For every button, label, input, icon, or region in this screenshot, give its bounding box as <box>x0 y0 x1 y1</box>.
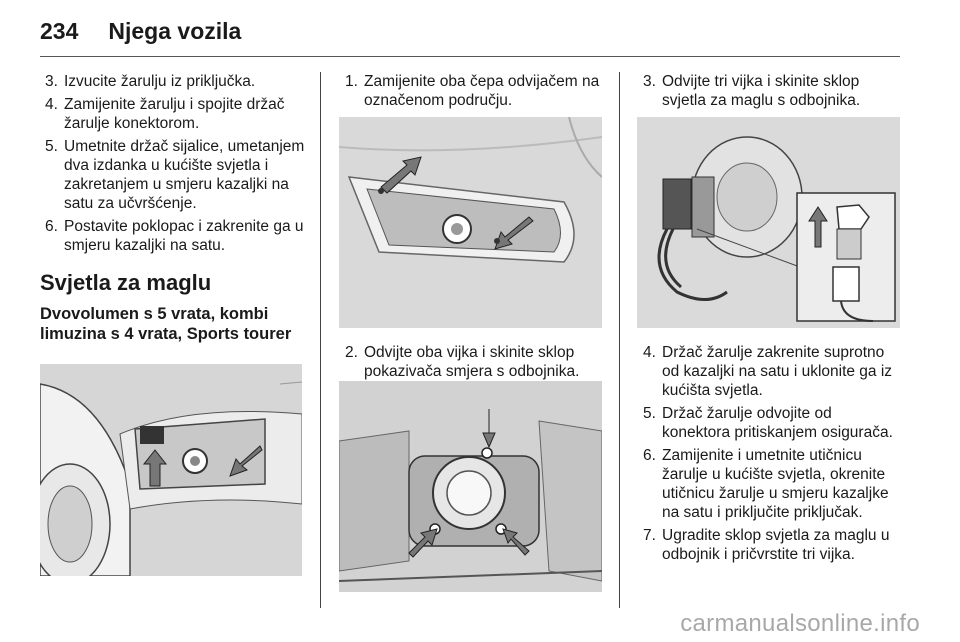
step-item <box>340 72 605 110</box>
step-text: Postavite poklopac i zakrenite ga u smjeru kazaljki na satu. <box>64 218 304 254</box>
page-header <box>40 14 241 48</box>
step-item <box>40 72 308 91</box>
section-title: Svjetla za maglu <box>40 270 212 295</box>
step-text: Zamijenite oba čepa odvijačem na označenom području. <box>364 73 600 109</box>
column-divider-2 <box>619 72 620 608</box>
step-item <box>638 526 903 564</box>
page-number: 234 <box>40 17 79 44</box>
step-number: 6. <box>45 218 58 235</box>
fog-light-caps-illustration <box>339 117 602 328</box>
figure-fog-light-bumper <box>40 364 302 576</box>
fog-light-bumper-illustration <box>40 364 302 576</box>
step-number: 7. <box>643 527 656 544</box>
figure-fog-light-caps <box>339 117 602 328</box>
step-text: Umetnite držač sijalice, umetanjem dva izdanka u kućište svjetla i zakretanjem u smjeru kazaljki na satu za učvršćenje. <box>64 138 305 212</box>
step-text: Držač žarulje odvojite od konektora pritiskanjem osigurača. <box>662 405 893 441</box>
step-item <box>40 217 308 255</box>
step-number: 5. <box>45 138 58 155</box>
column-1 <box>40 72 308 362</box>
step-number: 2. <box>345 344 358 361</box>
step-number: 3. <box>45 73 58 90</box>
step-number: 4. <box>45 96 58 113</box>
step-text: Zamijenite žarulju i spojite držač žarulje konektorom. <box>64 96 285 132</box>
step-item <box>40 95 308 133</box>
fog-light-screws-illustration <box>339 381 602 592</box>
column-3-lower <box>638 343 903 568</box>
step-text: Držač žarulje zakrenite suprotno od kazaljki na satu i uklonite ga iz kućišta svjetla. <box>662 344 893 399</box>
figure-fog-light-screws <box>339 381 602 592</box>
step-number: 1. <box>345 73 358 90</box>
column-2 <box>340 72 605 114</box>
step-number: 3. <box>643 73 656 90</box>
step-text: Ugradite sklop svjetla za maglu u odbojnik i pričvrstite tri vijka. <box>662 527 890 563</box>
step-list-5 <box>638 343 903 564</box>
step-list-1 <box>40 72 308 255</box>
step-item <box>340 343 605 381</box>
step-number: 4. <box>643 344 656 361</box>
column-2-lower <box>340 343 605 385</box>
column-3 <box>638 72 903 114</box>
step-item <box>638 404 903 442</box>
step-text: Odvijte tri vijka i skinite sklop svjetla za maglu s odbojnika. <box>662 73 861 109</box>
page-title: Njega vozila <box>108 17 242 44</box>
step-number: 5. <box>643 405 656 422</box>
header-rule <box>40 56 900 57</box>
step-list-2 <box>340 72 605 110</box>
step-list-4 <box>638 72 903 110</box>
step-text: Izvucite žarulju iz priključka. <box>64 73 256 90</box>
step-item <box>638 343 903 400</box>
subsection-title: Dvovolumen s 5 vrata, kombi limuzina s 4 vrata, Sports tourer <box>40 305 292 343</box>
column-divider-1 <box>320 72 321 608</box>
step-text: Zamijenite i umetnite utičnicu žarulje u kućište svjetla, okrenite utičnicu žarulje u smjeru kazaljke na satu i priključite priključak. <box>662 447 889 521</box>
step-list-3 <box>340 343 605 381</box>
step-text: Odvijte oba vijka i skinite sklop pokazivača smjera s odbojnika. <box>364 344 580 380</box>
step-item <box>40 137 308 213</box>
bulb-holder-illustration <box>637 117 900 328</box>
step-number: 6. <box>643 447 656 464</box>
step-item <box>638 72 903 110</box>
figure-bulb-holder <box>637 117 900 328</box>
watermark: carmanualsonline.info <box>680 610 920 637</box>
step-item <box>638 446 903 522</box>
